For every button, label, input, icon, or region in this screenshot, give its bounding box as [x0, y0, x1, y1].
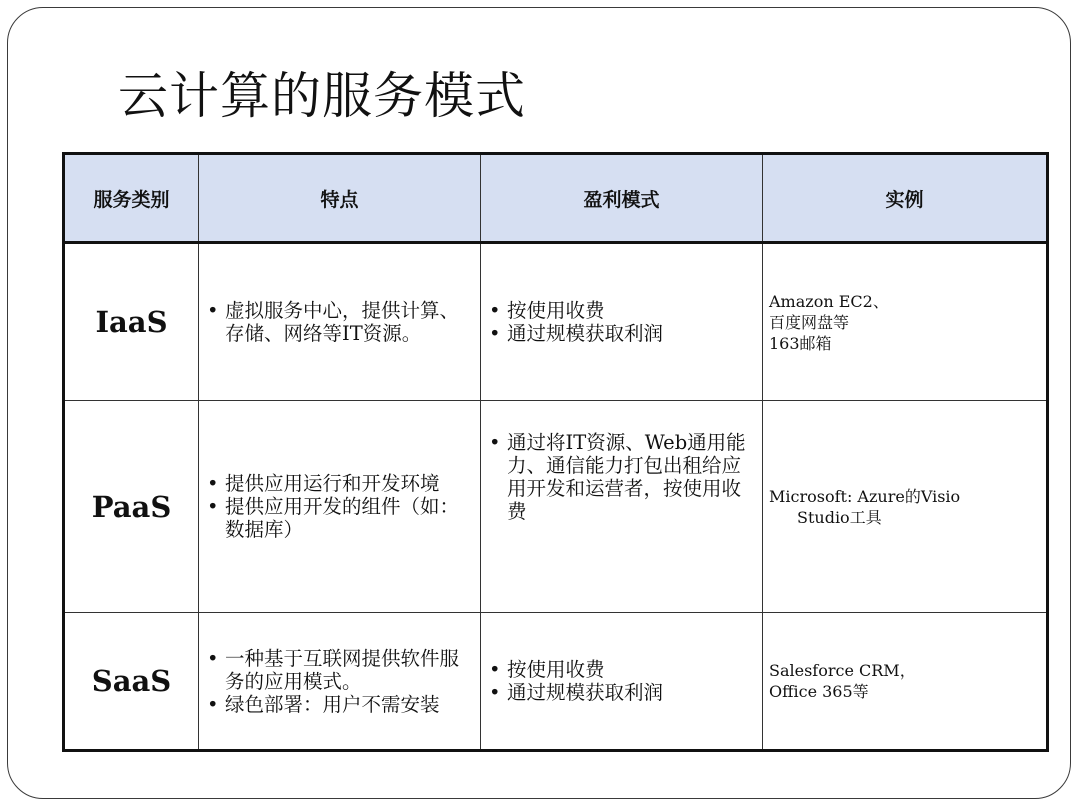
- profit-cell: [481, 243, 763, 401]
- profit-item: • 通过规模获取利润: [487, 322, 758, 345]
- examples-cell: [763, 613, 1048, 751]
- service-model-table: [62, 152, 1049, 752]
- feature-item: • 提供应用开发的组件（如：数据库）: [205, 495, 476, 541]
- service-name: PaaS: [64, 401, 199, 613]
- example-line: Microsoft: Azure的Visio: [769, 486, 961, 506]
- example-line: Studio工具: [797, 507, 882, 527]
- example-line: Salesforce CRM，: [769, 661, 916, 680]
- service-name: SaaS: [64, 613, 199, 751]
- profit-item: • 按使用收费: [487, 658, 758, 681]
- profit-item: • 按使用收费: [487, 299, 758, 322]
- example-line: Office 365等: [769, 682, 869, 701]
- header-examples: 实例: [763, 154, 1048, 243]
- features-cell: [199, 613, 481, 751]
- header-features: 特点: [199, 154, 481, 243]
- service-name: IaaS: [64, 243, 199, 401]
- examples-cell: [763, 243, 1048, 401]
- example-line: 百度网盘等: [769, 312, 850, 332]
- example-line: 163邮箱: [769, 333, 832, 353]
- feature-item: • 一种基于互联网提供软件服务的应用模式。: [205, 647, 476, 693]
- examples-cell: [763, 401, 1048, 613]
- feature-item: • 提供应用运行和开发环境: [205, 472, 476, 495]
- profit-cell: [481, 613, 763, 751]
- table-row-saas: [64, 613, 1048, 751]
- slide-title: 云计算的服务模式: [118, 67, 526, 125]
- header-service-category: 服务类别: [64, 154, 199, 243]
- profit-item: • 通过规模获取利润: [487, 681, 758, 704]
- features-cell: [199, 401, 481, 613]
- header-profit-model: 盈利模式: [481, 154, 763, 243]
- table-row-iaas: [64, 243, 1048, 401]
- table-row-paas: [64, 401, 1048, 613]
- feature-item: • 虚拟服务中心，提供计算、存储、网络等IT资源。: [205, 299, 476, 345]
- table-header-row: [64, 154, 1048, 243]
- profit-cell: [481, 401, 763, 613]
- example-line: Amazon EC2、: [769, 291, 889, 311]
- feature-item: • 绿色部署：用户不需安装: [205, 693, 476, 716]
- features-cell: [199, 243, 481, 401]
- profit-item: • 通过将IT资源、Web通用能力、通信能力打包出租给应用开发和运营者，按使用收费: [487, 431, 758, 523]
